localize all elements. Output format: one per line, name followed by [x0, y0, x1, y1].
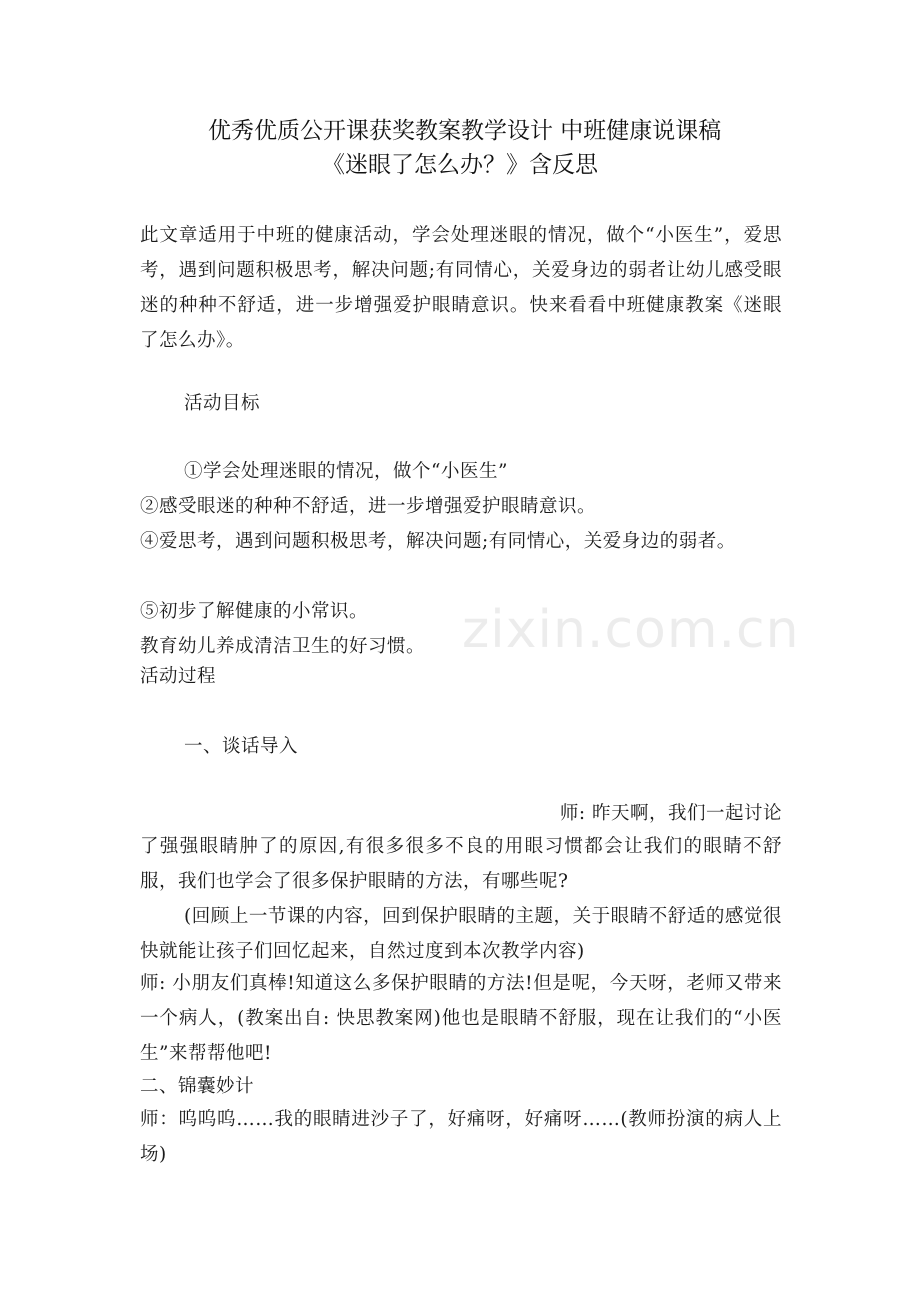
paragraph-4: 师：呜呜呜……我的眼睛进沙子了，好痛呀，好痛呀……(教师扮演的病人上场) — [140, 1109, 782, 1165]
goal-item-2: ②感受眼迷的种种不舒适，进一步增强爱护眼睛意识。 — [140, 496, 597, 517]
paragraph-1: 了强强眼睛肿了的原因,有很多很多不良的用眼习惯都会让我们的眼睛不舒服，我们也学会了很多保护眼睛的方法，有哪些呢? — [140, 836, 782, 892]
goal-item-5: 教育幼儿养成清洁卫生的好习惯。 — [140, 636, 426, 657]
goal-item-1: ①学会处理迷眼的情况，做个“小医生” — [184, 461, 508, 482]
goals-heading: 活动目标 — [184, 393, 261, 414]
title-line-2: 《迷眼了怎么办？》含反思 — [322, 152, 598, 178]
section-heading-2: 二、锦囊妙计 — [140, 1076, 255, 1097]
process-heading: 活动过程 — [140, 666, 217, 687]
watermark: zixin.com.cn — [462, 600, 800, 660]
title-line-1: 优秀优质公开课获奖教案教学设计 中班健康说课稿 — [208, 118, 722, 144]
section-heading-1: 一、谈话导入 — [184, 736, 299, 757]
goal-item-3: ④爱思考，遇到问题积极思考，解决问题;有同情心，关爱身边的弱者。 — [140, 531, 736, 552]
paragraph-3: 师: 小朋友们真棒!知道这么多保护眼睛的方法!但是呢，今天呀，老师又带来一个病人，(教案出自: 快思教案网)他也是眼睛不舒服，现在让我们的“小医生”来帮帮他吧! — [140, 973, 782, 1064]
paragraph-1-first-line: 师: 昨天啊，我们一起讨论 — [559, 803, 782, 824]
intro-paragraph: 此文章适用于中班的健康活动，学会处理迷眼的情况，做个“小医生”，爱思考，遇到问题积极思考，解决问题;有同情心，关爱身边的弱者让幼儿感受眼迷的种种不舒适，进一步增强爱护眼睛意识。快来看看中班健康教案《迷眼了怎么办》。 — [140, 225, 782, 351]
goal-item-4: ⑤初步了解健康的小常识。 — [140, 601, 369, 622]
paragraph-2: (回顾上一节课的内容，回到保护眼睛的主题，关于眼睛不舒适的感觉很快就能让孩子们回忆起来，自然过度到本次教学内容) — [140, 906, 782, 962]
